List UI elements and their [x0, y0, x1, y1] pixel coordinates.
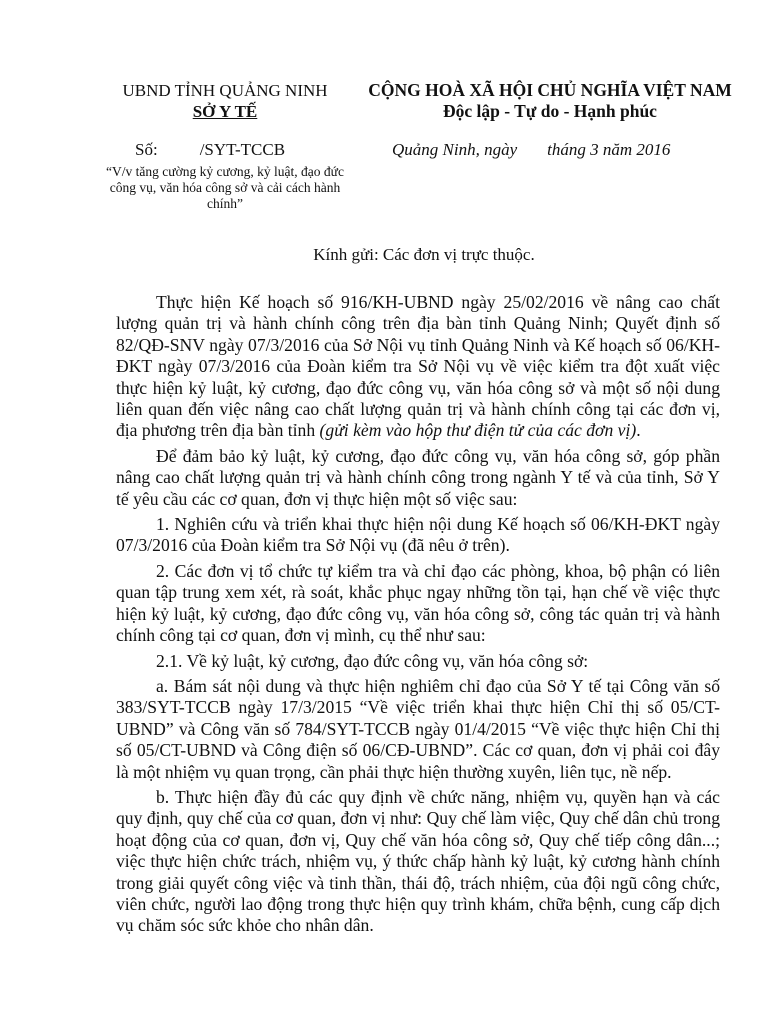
date-suffix: tháng 3 năm 2016 [547, 140, 671, 159]
date-prefix: Quảng Ninh, ngày [392, 140, 518, 159]
agency-parent: UBND TỈNH QUẢNG NINH [122, 81, 328, 100]
number-label: Số: [135, 140, 158, 159]
recipient-line: Kính gửi: Các đơn vị trực thuộc. [313, 245, 535, 264]
document-subject: “V/v tăng cường kỷ cương, kỷ luật, đạo đức công vụ, văn hóa công sở và cải cách hành chính” [106, 164, 344, 211]
paragraph-item-b: b. Thực hiện đầy đủ các quy định về chức năng, nhiệm vụ, quyền hạn và các quy định, quy chế của cơ quan, đơn vị như: Quy chế làm việc, Quy chế dân chủ trong hoạt động của cơ quan, đơn vị, Quy chế văn hóa công sở, Quy chế tiếp công dân...; việc thực hiện chức trách, nhiệm vụ, ý thức chấp hành kỷ luật, kỷ cương hành chính trong giải quyết công việc và tinh thần, thái độ, trách nhiệm, của đội ngũ công chức, viên chức, người lao động trong thực hiện quy trình khám, chữa bệnh, cung cấp dịch vụ chăm sóc sức khỏe cho nhân dân. [116, 786, 720, 936]
issuing-agency [95, 80, 355, 122]
document-number [135, 140, 285, 160]
document-body [116, 292, 720, 941]
national-motto [350, 80, 750, 122]
paragraph-item-2: 2. Các đơn vị tổ chức tự kiểm tra và chỉ đạo các phòng, khoa, bộ phận có liên quan tập trung xem xét, rà soát, khắc phục ngay những tồn tại, hạn chế về việc thực hiện kỷ luật, kỷ cương, đạo đức công vụ, văn hóa công sở, công tác quản trị và hành chính công tại cơ quan, đơn vị mình, cụ thể như sau: [116, 560, 720, 646]
paragraph-purpose: Để đảm bảo kỷ luật, kỷ cương, đạo đức công vụ, văn hóa công sở, góp phần nâng cao chất lượng quản trị và hành chính công trong ngành Y tế và của tỉnh, Sở Y tế yêu cầu các cơ quan, đơn vị thực hiện một số việc sau: [116, 445, 720, 509]
paragraph-item-1: 1. Nghiên cứu và triển khai thực hiện nội dung Kế hoạch số 06/KH-ĐKT ngày 07/3/2016 của Đoàn kiểm tra Sở Nội vụ (đã nêu ở trên). [116, 514, 720, 556]
issue-date [392, 140, 670, 160]
number-suffix: /SYT-TCCB [199, 140, 286, 159]
intro-end: . [636, 420, 641, 441]
paragraph-item-2-1: 2.1. Về kỷ luật, kỷ cương, đạo đức công vụ, văn hóa công sở: [156, 650, 589, 671]
intro-text: Thực hiện Kế hoạch số 916/KH-UBND ngày 25/02/2016 về nâng cao chất lượng quản trị và hành chính công trên địa bàn tỉnh Quảng Ninh; Quyết định số 82/QĐ-SNV ngày 07/3/2016 của Sở Nội vụ tỉnh Quảng Ninh và Kế hoạch số 06/KH-ĐKT ngày 07/3/2016 của Đoàn kiểm tra Sở Nội vụ về việc kiểm tra đột xuất việc thực hiện kỷ luật, kỷ cương, đạo đức công vụ, văn hóa công sở và một số nội dung liên quan đến việc nâng cao chất lượng quản trị và hành chính công tại các đơn vị, địa phương trên địa bàn tỉnh [116, 292, 720, 441]
intro-note: (gửi kèm vào hộp thư điện tử của các đơn vị) [319, 420, 637, 441]
motto: Độc lập - Tự do - Hạnh phúc [443, 101, 657, 121]
paragraph-item-a: a. Bám sát nội dung và thực hiện nghiêm chỉ đạo của Sở Y tế tại Công văn số 383/SYT-TCCB ngày 17/3/2015 “Về việc triển khai thực hiện Chỉ thị số 05/CT-UBND” và Công văn số 784/SYT-TCCB ngày 01/4/2015 “Về việc thực hiện Chỉ thị số 05/CT-UBND và Công điện số 06/CĐ-UBND”. Các cơ quan, đơn vị phải coi đây là một nhiệm vụ quan trọng, cần phải thực hiện thường xuyên, liên tục, nề nếp. [116, 675, 720, 782]
paragraph-intro [116, 292, 720, 442]
country-name: CỘNG HOÀ XÃ HỘI CHỦ NGHĨA VIỆT NAM [368, 80, 732, 100]
agency-name: SỞ Y TẾ [192, 102, 258, 121]
